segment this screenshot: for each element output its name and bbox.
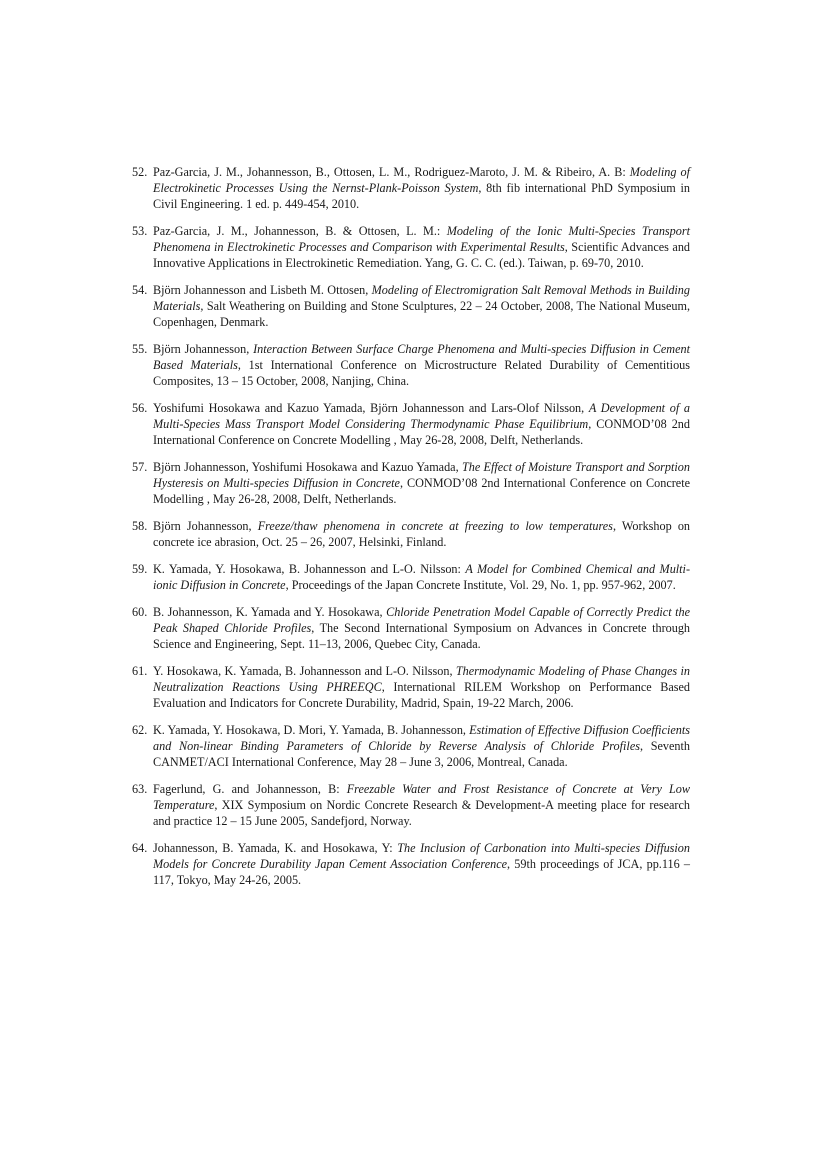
reference-title: Freezable Water and Frost Resistance of Concrete at Very Low Temperature [153, 782, 690, 812]
reference-title: Interaction Between Surface Charge Phenomena and Multi-species Diffusion in Cement Based Materials [153, 342, 691, 372]
reference-text [153, 282, 690, 330]
reference-item [132, 561, 690, 593]
reference-item [132, 604, 690, 652]
reference-authors: B. Johannesson, K. Yamada and Y. Hosokawa, [153, 605, 387, 619]
reference-authors: K. Yamada, Y. Hosokawa, D. Mori, Y. Yamada, B. Johannesson, [153, 723, 470, 737]
reference-text [153, 459, 690, 507]
reference-title: A Model for Combined Chemical and Multi-ionic Diffusion in Concrete [153, 562, 691, 592]
reference-authors: Björn Johannesson, [153, 519, 258, 533]
reference-title: Chloride Penetration Model Capable of Correctly Predict the Peak Shaped Chloride Profiles [153, 605, 690, 635]
reference-source: , 1st International Conference on Microstructure Related Durability of Cementitious Composites, 13 – 15 October, 2008, Nanjing, China. [153, 358, 690, 388]
reference-authors: Paz-Garcia, J. M., Johannesson, B., Ottosen, L. M., Rodriguez-Maroto, J. M. & Ribeiro, A. B: [153, 165, 630, 179]
reference-title: The Effect of Moisture Transport and Sorption Hysteresis on Multi-species Diffusion in Concrete [153, 460, 690, 490]
reference-authors: Björn Johannesson, Yoshifumi Hosokawa and Kazuo Yamada, [153, 460, 462, 474]
reference-text [153, 604, 690, 652]
reference-number: 57. [132, 460, 148, 474]
reference-item [132, 663, 690, 711]
reference-item [132, 400, 690, 448]
reference-text [153, 400, 690, 448]
reference-number: 56. [132, 401, 148, 415]
reference-text [153, 164, 690, 212]
reference-title: A Development of a Multi-Species Mass Transport Model Considering Thermodynamic Phase Equilibrium [153, 401, 691, 431]
reference-number: 53. [132, 224, 148, 238]
reference-title: Modeling of Electromigration Salt Removal Methods in Building Materials, [153, 283, 690, 313]
reference-item [132, 282, 690, 330]
reference-title: Freeze/thaw phenomena in concrete at freezing to low temperatures [257, 519, 613, 533]
reference-authors: Y. Hosokawa, K. Yamada, B. Johannesson and L-O. Nilsson, [153, 664, 456, 678]
reference-text [153, 341, 690, 389]
reference-text [153, 840, 690, 888]
reference-number: 58. [132, 519, 148, 533]
reference-source: , Workshop on concrete ice abrasion, Oct. 25 – 26, 2007, Helsinki, Finland. [153, 519, 691, 549]
reference-title: Estimation of Effective Diffusion Coefficients and Non-linear Binding Parameters of Chloride by Reverse Analysis of Chloride Profiles [153, 723, 690, 753]
reference-title: Modeling of Electrokinetic Processes Using the Nernst-Plank-Poisson System [153, 165, 690, 195]
reference-number: 61. [132, 664, 148, 678]
reference-item [132, 164, 690, 212]
reference-list [132, 164, 690, 899]
reference-text [153, 781, 690, 829]
reference-authors: Johannesson, B. Yamada, K. and Hosokawa, Y: [153, 841, 398, 855]
reference-authors: Fagerlund, G. and Johannesson, B: [153, 782, 347, 796]
reference-source: Salt Weathering on Building and Stone Sculptures, 22 – 24 October, 2008, The National Museum, Copenhagen, Denmark. [153, 299, 690, 329]
reference-number: 64. [132, 841, 148, 855]
reference-number: 60. [132, 605, 148, 619]
reference-item [132, 722, 690, 770]
reference-source: , CONMOD’08 2nd International Conference on Concrete Modelling , May 26-28, 2008, Delft, Netherlands. [153, 476, 690, 506]
reference-item [132, 341, 690, 389]
reference-source: , CONMOD’08 2nd International Conference on Concrete Modelling , May 26-28, 2008, Delft, Netherlands. [153, 417, 690, 447]
reference-text [153, 223, 690, 271]
reference-authors: Paz-Garcia, J. M., Johannesson, B. & Ottosen, L. M.: [153, 224, 447, 238]
reference-authors: K. Yamada, Y. Hosokawa, B. Johannesson and L-O. Nilsson: [153, 562, 466, 576]
reference-title: Thermodynamic Modeling of Phase Changes in Neutralization Reactions Using PHREEQC [153, 664, 690, 694]
reference-authors: Yoshifumi Hosokawa and Kazuo Yamada, Björn Johannesson and Lars-Olof Nilsson, [153, 401, 589, 415]
reference-number: 62. [132, 723, 148, 737]
reference-text [153, 561, 690, 593]
reference-item [132, 459, 690, 507]
reference-number: 63. [132, 782, 148, 796]
reference-source: , 59th proceedings of JCA, pp.116 – 117, Tokyo, May 24-26, 2005. [153, 857, 690, 887]
reference-item [132, 781, 690, 829]
reference-authors: Björn Johannesson and Lisbeth M. Ottosen, [153, 283, 372, 297]
reference-source: , XIX Symposium on Nordic Concrete Research & Development-A meeting place for research and practice 12 – 15 June 2005, Sandefjord, Norway. [153, 798, 690, 828]
reference-number: 59. [132, 562, 148, 576]
reference-source: , International RILEM Workshop on Performance Based Evaluation and Indicators for Concrete Durability, Madrid, Spain, 19-22 March, 2006. [153, 680, 690, 710]
reference-text [153, 518, 690, 550]
reference-authors: Björn Johannesson, [153, 342, 254, 356]
reference-source: , Scientific Advances and Innovative Applications in Electrokinetic Remediation. Yang, G. C. C. (ed.). Taiwan, p. 69-70, 2010. [153, 240, 691, 270]
reference-title: The Inclusion of Carbonation into Multi-species Diffusion Models for Concrete Durability Japan Cement Association Conference [153, 841, 690, 871]
reference-source: , 8th fib international PhD Symposium in Civil Engineering. 1 ed. p. 449-454, 2010. [153, 181, 690, 211]
reference-title: Modeling of the Ionic Multi-Species Transport Phenomena in Electrokinetic Processes and Comparison with Experimental Results [153, 224, 690, 254]
reference-source: , Seventh CANMET/ACI International Conference, May 28 – June 3, 2006, Montreal, Canada. [153, 739, 690, 769]
reference-item [132, 840, 690, 888]
reference-number: 54. [132, 283, 148, 297]
reference-source: , The Second International Symposium on Advances in Concrete through Science and Engineering, Sept. 11–13, 2006, Quebec City, Canada. [153, 621, 691, 651]
reference-item [132, 223, 690, 271]
reference-source: , Proceedings of the Japan Concrete Institute, Vol. 29, No. 1, pp. 957-962, 2007. [285, 578, 676, 592]
reference-text [153, 722, 690, 770]
reference-number: 52. [132, 165, 148, 179]
reference-number: 55. [132, 342, 148, 356]
reference-item [132, 518, 690, 550]
reference-text [153, 663, 690, 711]
